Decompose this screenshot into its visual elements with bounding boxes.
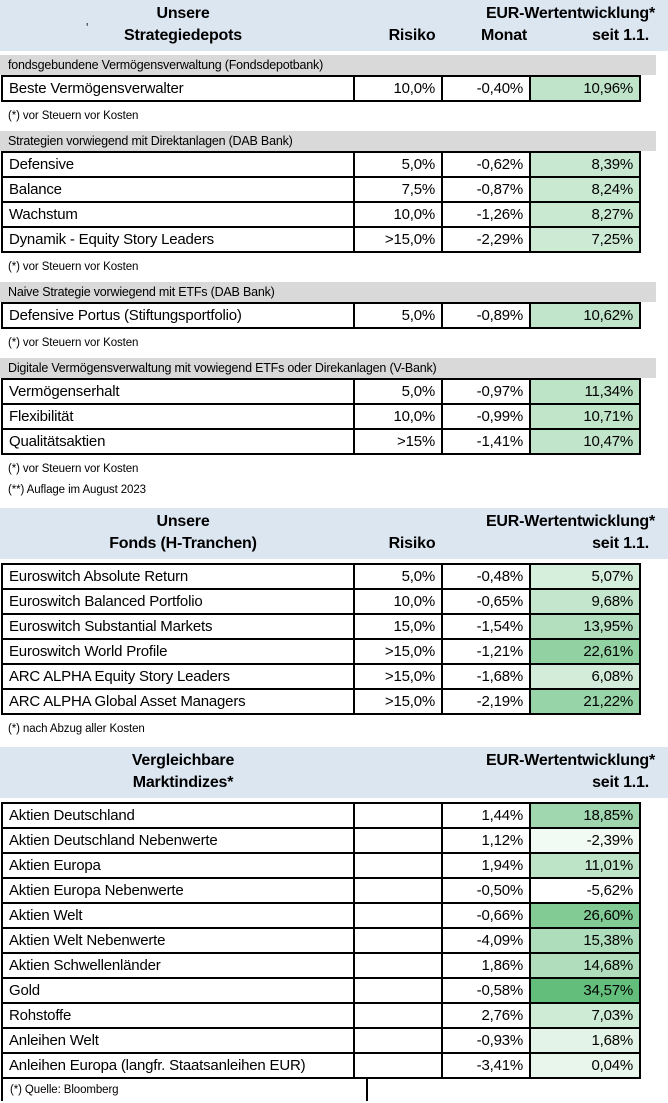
footnote: (*) vor Steuern vor Kosten: [8, 110, 139, 122]
monat-cell: -0,97%: [442, 379, 530, 404]
seit-cell: -5,62%: [530, 878, 640, 903]
table-fonds: [0, 508, 668, 735]
risiko-cell: 5,0%: [354, 152, 442, 177]
monat-cell: -2,29%: [442, 227, 530, 252]
monat-cell: -1,41%: [442, 429, 530, 454]
seit-cell: 10,62%: [530, 303, 640, 328]
table-row: [2, 227, 640, 252]
perf-header: EUR-Wertentwicklung*: [485, 5, 655, 22]
monat-cell: -1,54%: [442, 614, 530, 639]
risiko-cell: 5,0%: [354, 379, 442, 404]
table-row: [2, 589, 640, 614]
table-title-line1: Unsere: [156, 5, 210, 22]
seit-cell: 7,03%: [530, 1003, 640, 1028]
risiko-cell: 10,0%: [354, 404, 442, 429]
footnote: (*) vor Steuern vor Kosten: [8, 463, 139, 475]
risiko-cell: 5,0%: [354, 303, 442, 328]
table-row: [2, 828, 640, 853]
risiko-cell: [354, 803, 442, 828]
risiko-cell: >15,0%: [354, 227, 442, 252]
seit-cell: 8,39%: [530, 152, 640, 177]
table-header: [0, 508, 668, 559]
risiko-cell: 10,0%: [354, 202, 442, 227]
risiko-cell: >15,0%: [354, 664, 442, 689]
stray-mark: ': [86, 20, 89, 35]
monat-cell: -0,87%: [442, 177, 530, 202]
row-name-cell: Aktien Deutschland Nebenwerte: [2, 828, 354, 853]
seit-cell: 8,27%: [530, 202, 640, 227]
data-grid: [1, 563, 641, 715]
risiko-cell: [354, 953, 442, 978]
seit-cell: 10,71%: [530, 404, 640, 429]
perf-header: EUR-Wertentwicklung*: [485, 513, 655, 530]
row-name-cell: Defensive Portus (Stiftungsportfolio): [2, 303, 354, 328]
seit-cell: -2,39%: [530, 828, 640, 853]
perf-header: EUR-Wertentwicklung*: [485, 752, 655, 769]
table-row: [2, 1003, 640, 1028]
risiko-cell: >15,0%: [354, 689, 442, 714]
table-row: [2, 429, 640, 454]
row-name-cell: Dynamik - Equity Story Leaders: [2, 227, 354, 252]
table-row: [2, 639, 640, 664]
risiko-cell: [354, 1028, 442, 1053]
row-name-cell: ARC ALPHA Equity Story Leaders: [2, 664, 354, 689]
row-name-cell: Anleihen Europa (langfr. Staatsanleihen EUR): [2, 1053, 354, 1078]
risiko-cell: >15,0%: [354, 639, 442, 664]
table-row: [2, 76, 640, 101]
table-row: [2, 564, 640, 589]
seit-cell: 15,38%: [530, 928, 640, 953]
table-body: [0, 55, 668, 496]
monat-cell: 1,86%: [442, 953, 530, 978]
table-row: [2, 202, 640, 227]
monat-cell: -0,66%: [442, 903, 530, 928]
column-header-risiko: Risiko: [388, 535, 436, 552]
risiko-cell: [354, 903, 442, 928]
monat-cell: -2,19%: [442, 689, 530, 714]
row-name-cell: Qualitätsaktien: [2, 429, 354, 454]
seit-cell: 11,34%: [530, 379, 640, 404]
seit-cell: 21,22%: [530, 689, 640, 714]
seit-cell: 6,08%: [530, 664, 640, 689]
column-header-seit: seit 1.1.: [592, 27, 649, 44]
data-grid: [1, 302, 641, 329]
risiko-cell: [354, 928, 442, 953]
monat-cell: -1,68%: [442, 664, 530, 689]
seit-cell: 26,60%: [530, 903, 640, 928]
table-row: [2, 1053, 640, 1078]
risiko-cell: [354, 1003, 442, 1028]
row-name-cell: Aktien Europa Nebenwerte: [2, 878, 354, 903]
monat-cell: -0,89%: [442, 303, 530, 328]
table-row: [2, 152, 640, 177]
monat-cell: -0,50%: [442, 878, 530, 903]
risiko-cell: 10,0%: [354, 76, 442, 101]
seit-cell: 9,68%: [530, 589, 640, 614]
monat-cell: -0,93%: [442, 1028, 530, 1053]
risiko-cell: 5,0%: [354, 564, 442, 589]
risiko-cell: >15%: [354, 429, 442, 454]
column-header-monat: Monat: [480, 27, 528, 44]
table-row: [2, 1028, 640, 1053]
column-header-seit: seit 1.1.: [592, 774, 649, 791]
table-row: [2, 903, 640, 928]
seit-cell: 14,68%: [530, 953, 640, 978]
monat-cell: -0,62%: [442, 152, 530, 177]
row-name-cell: Gold: [2, 978, 354, 1003]
risiko-cell: [354, 878, 442, 903]
table-row: [2, 303, 640, 328]
seit-cell: 8,24%: [530, 177, 640, 202]
table-row: [2, 928, 640, 953]
row-name-cell: ARC ALPHA Global Asset Managers: [2, 689, 354, 714]
monat-cell: 2,76%: [442, 1003, 530, 1028]
seit-cell: 11,01%: [530, 853, 640, 878]
seit-cell: 10,47%: [530, 429, 640, 454]
risiko-cell: 7,5%: [354, 177, 442, 202]
seit-cell: 22,61%: [530, 639, 640, 664]
risiko-cell: 10,0%: [354, 589, 442, 614]
section-label: fondsgebundene Vermögensverwaltung (Fondsdepotbank): [0, 55, 656, 75]
seit-cell: 5,07%: [530, 564, 640, 589]
row-name-cell: Beste Vermögensverwalter: [2, 76, 354, 101]
risiko-cell: [354, 828, 442, 853]
row-name-cell: Aktien Europa: [2, 853, 354, 878]
table-row: [2, 978, 640, 1003]
monat-cell: -1,21%: [442, 639, 530, 664]
row-name-cell: Aktien Welt Nebenwerte: [2, 928, 354, 953]
table-row: [2, 853, 640, 878]
row-name-cell: Euroswitch Balanced Portfolio: [2, 589, 354, 614]
row-name-cell: Rohstoffe: [2, 1003, 354, 1028]
monat-cell: -0,99%: [442, 404, 530, 429]
row-name-cell: Euroswitch World Profile: [2, 639, 354, 664]
monat-cell: -4,09%: [442, 928, 530, 953]
row-name-cell: Balance: [2, 177, 354, 202]
table-row: [2, 878, 640, 903]
table-row: [2, 614, 640, 639]
seit-cell: 34,57%: [530, 978, 640, 1003]
monat-cell: -0,48%: [442, 564, 530, 589]
risiko-cell: 15,0%: [354, 614, 442, 639]
row-name-cell: Flexibilität: [2, 404, 354, 429]
table-row: [2, 177, 640, 202]
footnote: (*) vor Steuern vor Kosten: [8, 337, 139, 349]
monat-cell: -3,41%: [442, 1053, 530, 1078]
table-row: [2, 379, 640, 404]
data-grid: [1, 151, 641, 253]
seit-cell: 10,96%: [530, 76, 640, 101]
row-name-cell: Anleihen Welt: [2, 1028, 354, 1053]
risiko-cell: [354, 978, 442, 1003]
table-title-line1: Vergleichbare: [131, 752, 235, 769]
monat-cell: 1,44%: [442, 803, 530, 828]
row-name-cell: Aktien Welt: [2, 903, 354, 928]
footnote: (*) nach Abzug aller Kosten: [8, 723, 145, 735]
data-grid: [1, 378, 641, 455]
table-title-line1: Unsere: [156, 513, 210, 530]
table-title-line2: Strategiedepots: [124, 27, 242, 44]
table-body: [0, 802, 668, 1101]
row-name-cell: Aktien Deutschland: [2, 803, 354, 828]
table-row: [2, 404, 640, 429]
table-strategiedepots: [0, 0, 668, 496]
table-header: [0, 747, 668, 798]
monat-cell: 1,94%: [442, 853, 530, 878]
row-name-cell: Defensive: [2, 152, 354, 177]
table-row: [2, 953, 640, 978]
monat-cell: -1,26%: [442, 202, 530, 227]
table-header: [0, 0, 668, 51]
table-marktindizes: [0, 747, 668, 1101]
section-label: Digitale Vermögensverwaltung mit vowiegend ETFs oder Direkanlagen (V-Bank): [0, 358, 656, 378]
monat-cell: -0,65%: [442, 589, 530, 614]
table-row: [2, 803, 640, 828]
seit-cell: 13,95%: [530, 614, 640, 639]
risiko-cell: [354, 1053, 442, 1078]
table-title-line2: Marktindizes*: [132, 774, 234, 791]
row-name-cell: Vermögenserhalt: [2, 379, 354, 404]
row-name-cell: Wachstum: [2, 202, 354, 227]
monat-cell: 1,12%: [442, 828, 530, 853]
seit-cell: 18,85%: [530, 803, 640, 828]
footnote: (**) Auflage im August 2023: [8, 484, 146, 496]
table-body: [0, 563, 668, 735]
footnote: (*) Quelle: Bloomberg: [1, 1079, 368, 1101]
table-title-line2: Fonds (H-Tranchen): [109, 535, 257, 552]
seit-cell: 0,04%: [530, 1053, 640, 1078]
data-grid: [1, 75, 641, 102]
column-header-seit: seit 1.1.: [592, 535, 649, 552]
monat-cell: -0,58%: [442, 978, 530, 1003]
seit-cell: 1,68%: [530, 1028, 640, 1053]
section-label: Strategien vorwiegend mit Direktanlagen (DAB Bank): [0, 131, 656, 151]
row-name-cell: Euroswitch Absolute Return: [2, 564, 354, 589]
table-row: [2, 664, 640, 689]
column-header-risiko: Risiko: [388, 27, 436, 44]
row-name-cell: Euroswitch Substantial Markets: [2, 614, 354, 639]
table-row: [2, 689, 640, 714]
section-label: Naive Strategie vorwiegend mit ETFs (DAB Bank): [0, 282, 656, 302]
monat-cell: -0,40%: [442, 76, 530, 101]
seit-cell: 7,25%: [530, 227, 640, 252]
row-name-cell: Aktien Schwellenländer: [2, 953, 354, 978]
data-grid: [1, 802, 641, 1079]
risiko-cell: [354, 853, 442, 878]
footnote: (*) vor Steuern vor Kosten: [8, 261, 139, 273]
